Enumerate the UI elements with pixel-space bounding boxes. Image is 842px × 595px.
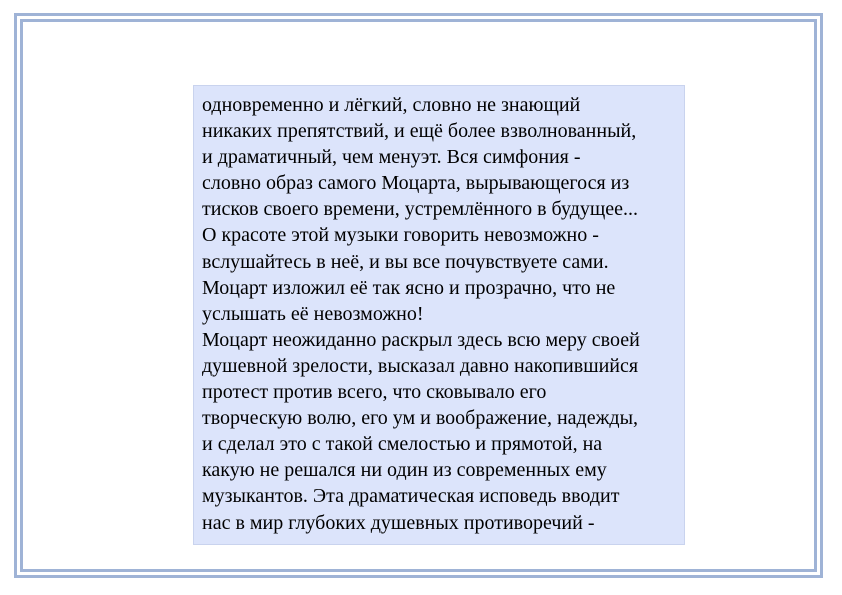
text-line: вслушайтесь в неё, и вы все почувствуете сами. (202, 250, 609, 273)
text-box (193, 85, 685, 545)
text-line: творческую волю, его ум и воображение, надежды, (202, 407, 639, 430)
text-line: О красоте этой музыки говорить невозможно - (202, 224, 599, 247)
text-line: никаких препятствий, и ещё более взволнованный, (202, 120, 637, 143)
text-line: и сделал это с такой смелостью и прямотой, на (202, 433, 603, 456)
text-line: услышать её невозможно! (202, 302, 424, 325)
text-line: Моцарт изложил её так ясно и прозрачно, что не (202, 276, 616, 299)
text-line: словно образ самого Моцарта, вырывающегося из (202, 172, 630, 195)
text-line: музыкантов. Эта драматическая исповедь вводит (202, 485, 620, 508)
text-line: протест против всего, что сковывало его (202, 381, 547, 404)
text-line: тисков своего времени, устремлённого в будущее... (202, 198, 639, 221)
text-line: душевной зрелости, высказал давно накопившийся (202, 354, 639, 377)
text-line: Моцарт неожиданно раскрыл здесь всю меру своей (202, 328, 640, 351)
text-line: нас в мир глубоких душевных противоречий - (202, 511, 595, 534)
text-line: и драматичный, чем менуэт. Вся симфония - (202, 146, 581, 169)
text-line: какую не решался ни один из современных ему (202, 459, 607, 482)
text-line: одновременно и лёгкий, словно не знающий (202, 94, 581, 116)
